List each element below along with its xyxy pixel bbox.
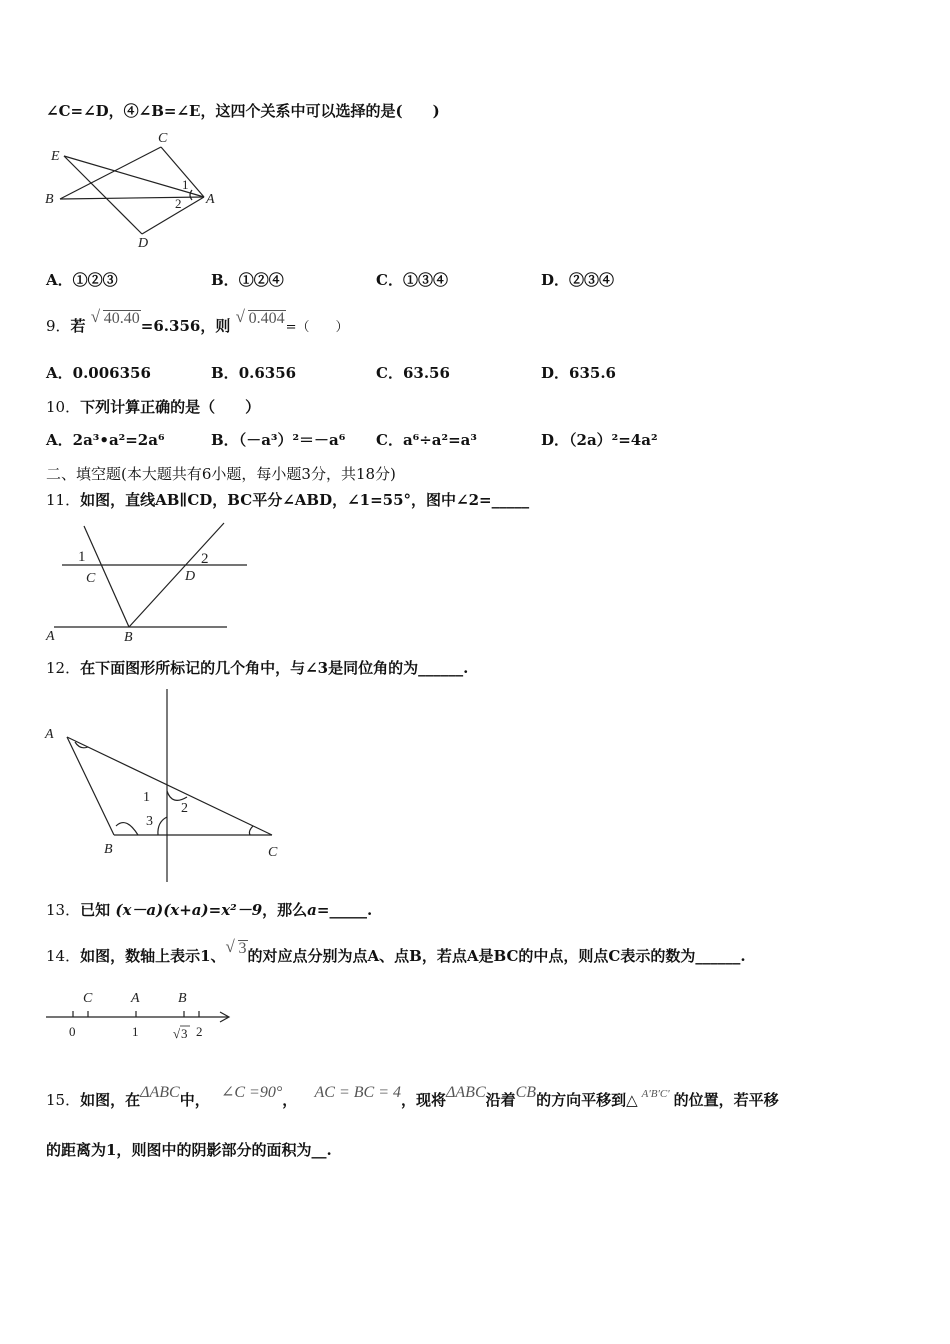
q12-figure <box>42 686 292 886</box>
q12-angle-1: 1 <box>143 790 150 805</box>
q9-option-b[interactable]: B．0.6356 <box>211 364 297 382</box>
q11-angle-1: 1 <box>78 549 86 565</box>
q10-option-c[interactable]: C．a⁶÷a²=a³ <box>376 431 477 449</box>
q11-figure <box>44 518 254 643</box>
q14-stem: 14．如图，数轴上表示1、√ 3的对应点分别为点A、点B，若点A是BC的中点，则点C表示的数为______. <box>46 946 746 967</box>
q8-label-e: E <box>51 149 60 164</box>
q12-label-b: B <box>104 842 113 857</box>
q14-tick-1: 1 <box>132 1024 139 1039</box>
q15-math-angle-c: ∠C =90° <box>220 1084 283 1101</box>
q10-option-b[interactable]: B．（－a³）²＝－a⁶ <box>211 431 346 449</box>
q8-label-d: D <box>138 236 149 251</box>
q11-angle-2: 2 <box>201 551 209 567</box>
q9-sqrt-40-40: √ 40.40 <box>91 309 141 329</box>
q13-answer-blank[interactable]: _____ <box>329 901 367 919</box>
q12-stem: 12．在下面图形所标记的几个角中，与∠3是同位角的为______. <box>46 659 469 677</box>
q13-stem: 13．已知 (x－a)(x+a)=x²－9，那么a=_____. <box>46 901 373 919</box>
q14-tick-sqrt3: 3 <box>181 1026 188 1041</box>
q12-angle-2: 2 <box>181 801 188 816</box>
q14-tick-sqrt3-radical: √ <box>173 1026 181 1041</box>
q10-option-a[interactable]: A．2a³•a²=2a⁶ <box>46 431 165 449</box>
q12-angle-3: 3 <box>146 814 153 829</box>
q9-option-a[interactable]: A．0.006356 <box>46 364 151 382</box>
q14-tick-0: 0 <box>69 1024 76 1039</box>
q13-expression: (x－a)(x+a)=x²－9 <box>115 901 263 919</box>
q14-label-a: A <box>131 991 140 1006</box>
q15-math-triangle-abc: ΔABC <box>140 1084 180 1101</box>
q15-math-ac-bc: AC = BC = 4 <box>314 1084 401 1101</box>
q8-label-c: C <box>158 131 168 146</box>
q11-answer-blank[interactable]: _____ <box>491 491 530 509</box>
q15-math-abc-prime: A′B′C′ <box>641 1088 670 1100</box>
q15-stem-line2: 的距离为1，则图中的阴影部分的面积为__. <box>46 1141 332 1159</box>
q14-label-c: C <box>83 991 93 1006</box>
q9-option-c[interactable]: C．63.56 <box>376 364 450 382</box>
q11-label-b: B <box>124 630 133 645</box>
q14-label-b: B <box>178 991 187 1006</box>
q8-angle-2: 2 <box>175 196 182 211</box>
q12-answer-blank[interactable]: ______ <box>418 659 464 677</box>
q8-label-a: A <box>206 192 215 207</box>
q9-option-d[interactable]: D．635.6 <box>541 364 616 382</box>
q8-label-b: B <box>45 192 54 207</box>
q14-answer-blank[interactable]: ______ <box>695 947 741 965</box>
q8-option-d[interactable]: D．②③④ <box>541 271 615 289</box>
q12-label-a: A <box>45 727 54 742</box>
q10-option-d[interactable]: D．（2a）²=4a² <box>541 431 658 449</box>
q14-tick-2: 2 <box>196 1024 203 1039</box>
q8-figure <box>44 128 234 251</box>
q8-option-b[interactable]: B．①②④ <box>211 271 284 289</box>
q14-sqrt-3: √ 3 <box>226 939 248 959</box>
q15-answer-blank[interactable]: __ <box>311 1141 327 1159</box>
q8-option-a[interactable]: A．①②③ <box>46 271 118 289</box>
q11-label-c: C <box>86 571 96 586</box>
q9-sqrt-0-404: √ 0.404 <box>236 309 286 329</box>
q15-stem-line1: 15．如图，在ΔABC中， ∠C =90°， AC = BC = 4，现将ΔABC沿着CB的方向平移到△ $^{A'B'C'}$ 的位置，若平移 <box>46 1084 779 1109</box>
q8-angle-1: 1 <box>182 177 189 192</box>
q14-number-line <box>44 986 244 1046</box>
q8-option-c[interactable]: C．①③④ <box>376 271 448 289</box>
q11-label-a: A <box>46 629 55 644</box>
q15-math-cb: CB <box>515 1084 537 1101</box>
q15-math-triangle-abc-2: ΔABC <box>446 1084 486 1101</box>
q11-label-d: D <box>185 569 196 584</box>
q8-stem-tail: ∠C=∠D，④∠B=∠E，这四个关系中可以选择的是( ) <box>46 102 440 120</box>
q9-stem: 9．若 √ 40.40=6.356，则 √ 0.404=（ ） <box>46 316 348 338</box>
section-2-heading: 二、填空题(本大题共有6小题，每小题3分，共18分) <box>46 465 396 483</box>
q12-label-c: C <box>268 845 278 860</box>
q11-stem: 11．如图，直线AB∥CD，BC平分∠ABD，∠1=55°，图中∠2=_____ <box>46 491 530 509</box>
q10-stem: 10．下列计算正确的是（ ） <box>46 398 261 416</box>
